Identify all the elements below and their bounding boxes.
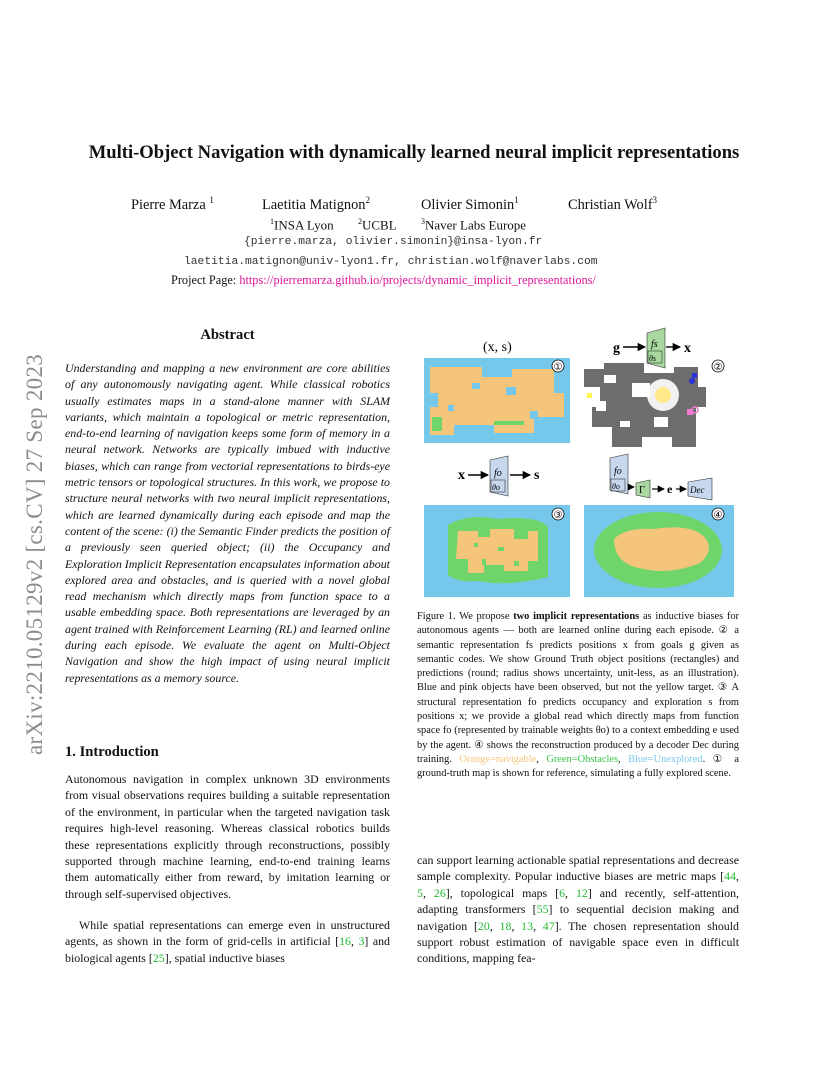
author-1: Pierre Marza $^1$ [131, 195, 214, 213]
label-fs: fs [651, 339, 658, 350]
citation[interactable]: 25 [152, 950, 165, 965]
author-2: Laetitia Matignon$^2$ [262, 195, 371, 213]
arxiv-identifier: arXiv:2210.05129v2 [cs.CV] 27 Sep 2023 [22, 353, 47, 755]
label-xs: (x, s) [483, 340, 512, 355]
citation[interactable]: 20 [477, 918, 490, 933]
citation[interactable]: 13 [521, 918, 534, 933]
affiliation-2: $^2$UCBL [358, 217, 397, 233]
panel-4-reconstruction [584, 505, 734, 597]
panel-4-number: ④ [713, 510, 723, 521]
panel-3-number: ③ [553, 510, 563, 521]
label-x: x [684, 341, 691, 356]
citation[interactable]: 12 [575, 885, 588, 900]
label-theta-o: θo [492, 483, 500, 492]
citation[interactable]: 6 [559, 885, 566, 900]
abstract-text: Understanding and mapping a new environment are core abilities of any autonomously navigating agent. While classical robotics usually estimates maps in a stand-alone manner with SLAM variants, which maintain a topological or metric representation, end-to-end learning of navigation keeps some form of memory in a neural network. Networks are typically imbued with inductive biases, which can range from vectorial representations to birds-eye metric tensors or topological structures. In this work, we propose to structure neural networks with two neural implicit representations, which are learned dynamically during each episode and map the content of the scene: (i) the Semantic Finder predicts the position of a previously seen queried object; (ii) the Occupancy and Exploration Implicit Representation encapsulates information about explored area and obstacles, and is queried with a novel global read mechanism which directly maps from function space to a usable embedding space. Both representations are leveraged by an agent trained with Reinforcement Learning (RL) and learned online during each episode. We evaluate the agent on Multi-Object Navigation and show the high impact of using neural implicit representations as a memory source. [65, 361, 390, 685]
figure-1 [418, 325, 740, 600]
intro-paragraph-1: Autonomous navigation in complex unknown 3D environments from visual observations requires building a suitable representation of the environment, in particular when the targeted navigation task requires high-level reasoning. Whereas classical robotics builds these representations explicitly through reconstructions, possibly supported through machine learning, end-to-end training learns them automatically either from reward, by imitation learning or through self-supervised objectives. [65, 772, 390, 901]
email-line-2: laetitia.matignon@univ-lyon1.fr, christian.wolf@naverlabs.com [184, 256, 598, 268]
affiliation-1: $^1$INSA Lyon [270, 217, 334, 233]
panel-2-number: ② [713, 362, 723, 373]
label-fo: fo [494, 468, 502, 479]
panel-1-number: ① [553, 362, 563, 373]
label-s: s [534, 468, 540, 483]
citation[interactable]: 26 [433, 885, 446, 900]
email-line-1: {pierre.marza, olivier.simonin}@insa-lyon.fr [244, 236, 543, 248]
panel-1-ground-truth-map [424, 358, 570, 443]
label-fo-2: fo [614, 466, 622, 477]
citation[interactable]: 44 [724, 869, 737, 884]
citation[interactable]: 55 [536, 902, 549, 917]
figure-caption: Figure 1. We propose two implicit representations as inductive biases for autonomous agents — both are learned online during each episode. ② a semantic representation fs predicts positions x from goals g given as semantic codes. We show Ground Truth object positions (rectangles) and predictions (round; radius shows uncertainty, unit-less, as an illustration). Blue and pink objects have been observed, but not the yellow target. ③ A structural representation fo predicts occupancy and exploration s from positions x; we provide a global read which directly maps from function space fo (represented by trainable weights θo) to a context embedding e used by the agent. ④ shows the reconstruction produced by a decoder Dec during training. Orange=navigable, Green=Obstacles, Blue=Unexplored. ① a ground-truth map is shown for reference, simulating a fully explored scene. [417, 611, 740, 780]
right-column-paragraph: can support learning actionable spatial representations and decrease sample complexity. Popular inductive biases are metric maps [44, 5, 26], topological maps [6, 12] and recently, self-attention, adapting transformers [55] to sequential decision making and navigation [20, 18, 13, 47]. The chosen representation should support robust estimation of navigable space even in difficult conditions, mapping fea- [417, 853, 739, 966]
label-e: e [667, 482, 673, 496]
project-page-link[interactable]: https://pierremarza.github.io/projects/dynamic_implicit_representations/ [239, 273, 596, 287]
citation[interactable]: 5 [417, 885, 423, 900]
affiliation-3: $^3$Naver Labs Europe [421, 217, 527, 233]
label-theta-s: θs [649, 354, 657, 363]
introduction-heading: 1. Introduction [65, 744, 159, 760]
citation[interactable]: 47 [542, 918, 555, 933]
project-page: Project Page: https://pierremarza.github.io/projects/dynamic_implicit_representations/ [171, 273, 596, 287]
label-g: g [613, 341, 620, 356]
label-gamma: Γ [639, 485, 645, 496]
panel-3-exploration-map [424, 505, 570, 597]
abstract-heading: Abstract [200, 327, 255, 343]
label-theta-o-2: θo [612, 482, 620, 491]
citation[interactable]: 18 [499, 918, 512, 933]
panel-2-semantic-map [584, 360, 724, 447]
paper-title: Multi-Object Navigation with dynamically learned neural implicit representations [88, 142, 740, 163]
citation[interactable]: 16 [339, 934, 351, 949]
citation[interactable]: 3 [358, 934, 365, 949]
author-3: Olivier Simonin$^1$ [421, 195, 519, 213]
intro-paragraph-2: While spatial representations can emerge even in unstructured agents, as shown in the form of grid-cells in artificial [16, 3] and biological agents [25], spatial inductive biases [65, 918, 390, 965]
label-x-2: x [458, 468, 465, 483]
label-dec: Dec [690, 485, 705, 495]
author-4: Christian Wolf$^3$ [568, 195, 658, 213]
